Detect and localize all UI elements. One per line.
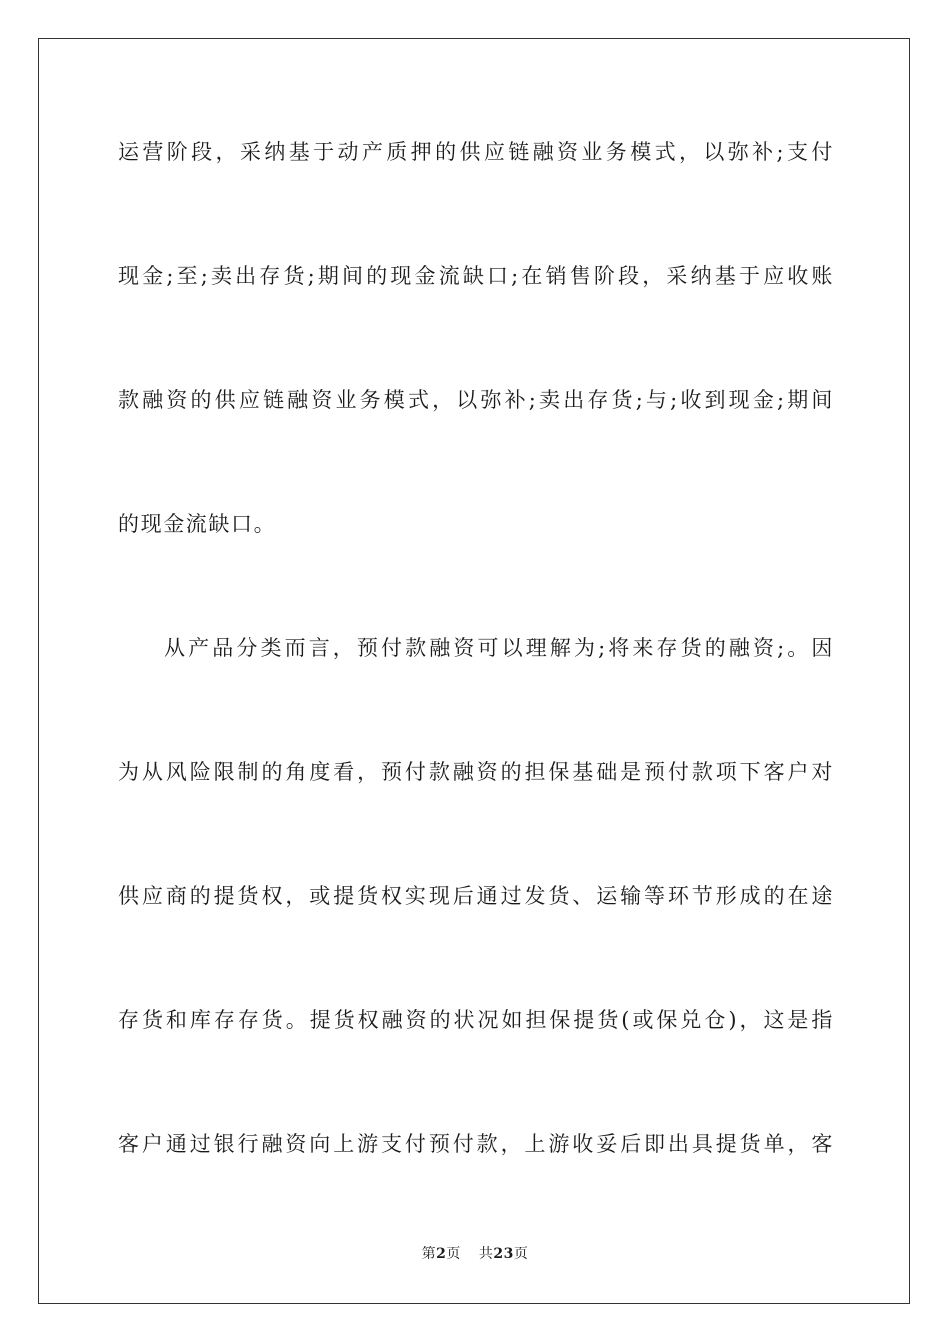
total-label-suffix: 页 bbox=[513, 1246, 529, 1262]
paragraph-line: 从产品分类而言，预付款融资可以理解为;将来存货的融资;。因 bbox=[164, 636, 834, 660]
paragraph-line: 款融资的供应链融资业务模式，以弥补;卖出存货;与;收到现金;期间 bbox=[118, 388, 834, 412]
page-label-suffix: 页 bbox=[446, 1246, 461, 1262]
paragraph-line: 为从风险限制的角度看，预付款融资的担保基础是预付款项下客户对 bbox=[118, 760, 834, 784]
page-border bbox=[38, 38, 910, 1304]
paragraph-line: 的现金流缺口。 bbox=[118, 512, 277, 536]
paragraph-line: 运营阶段，采纳基于动产质押的供应链融资业务模式，以弥补;支付 bbox=[118, 140, 834, 164]
paragraph-line: 存货和库存存货。提货权融资的状况如担保提货(或保兑仓)，这是指 bbox=[118, 1008, 834, 1032]
total-label-prefix: 共 bbox=[478, 1246, 494, 1262]
page-footer bbox=[0, 1245, 950, 1263]
page-number: 2 bbox=[436, 1246, 447, 1262]
paragraph-line: 现金;至;卖出存货;期间的现金流缺口;在销售阶段，采纳基于应收账 bbox=[118, 264, 834, 288]
page-label-prefix: 第 bbox=[421, 1246, 437, 1262]
paragraph-line: 供应商的提货权，或提货权实现后通过发货、运输等环节形成的在途 bbox=[118, 884, 834, 908]
paragraph-line: 客户通过银行融资向上游支付预付款，上游收妥后即出具提货单，客 bbox=[118, 1132, 834, 1156]
total-pages: 23 bbox=[493, 1246, 514, 1262]
